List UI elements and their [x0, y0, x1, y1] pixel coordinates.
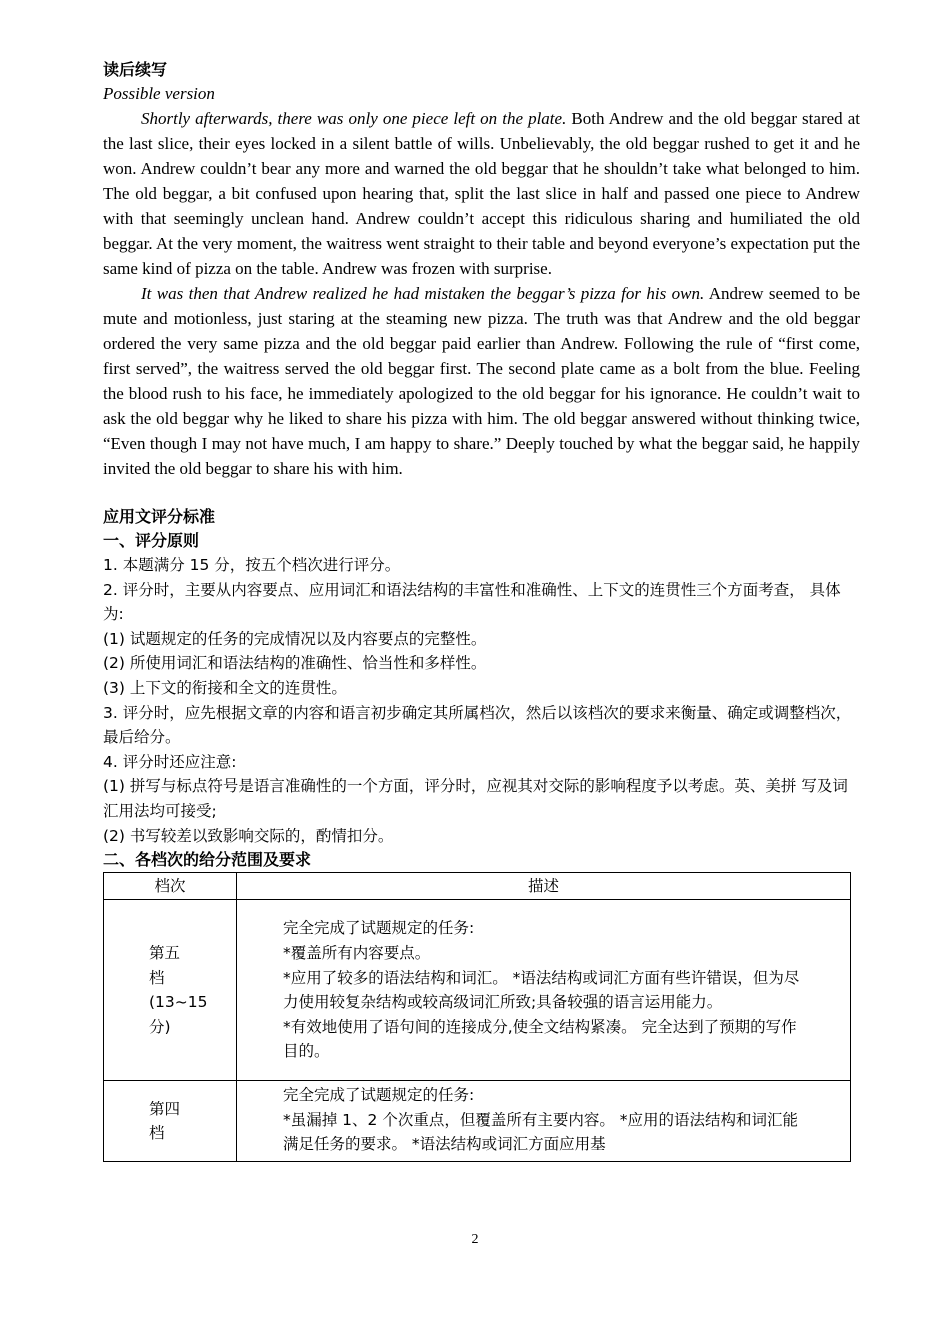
- header-level: 档次: [104, 873, 237, 900]
- table-header-row: [104, 873, 851, 900]
- level-label: 档: [149, 968, 165, 987]
- description-cell: [237, 1081, 851, 1162]
- description-line: 完全完成了试题规定的任务:: [283, 1086, 475, 1105]
- description-line: *应用了较多的语法结构和词汇。 *语法结构或词汇方面有些许错误，但为尽力使用较复杂结构或较高级词汇所致;具备较强的语言运用能力。: [283, 968, 800, 1012]
- header-description: 描述: [237, 873, 851, 900]
- criteria-item-4a: (1) 拼写与标点符号是语言准确性的一个方面，评分时，应视其对交际的影响程度予以考虑。英、美拼 写及词汇用法均可接受;: [103, 777, 848, 820]
- page-number: 2: [471, 1232, 479, 1247]
- criteria-item-1: 1. 本题满分 15 分，按五个档次进行评分。: [103, 556, 401, 574]
- level-label: (13~15: [149, 993, 208, 1012]
- criteria-item-3: 3. 评分时，应先根据文章的内容和语言初步确定其所属档次，然后以该档次的要求来衡量、确定或调整档次，最后给分。: [103, 703, 852, 747]
- level-label: 第四: [149, 1099, 181, 1118]
- description-cell: [237, 900, 851, 1081]
- description-line: *有效地使用了语句间的连接成分,使全文结构紧凑。 完全达到了预期的写作目的。: [283, 1017, 797, 1061]
- description-line: 完全完成了试题规定的任务:: [283, 919, 475, 938]
- table-row: [104, 900, 851, 1081]
- level-cell: [104, 1081, 237, 1162]
- grading-table: [103, 872, 851, 1162]
- criteria-item-4: 4. 评分时还应注意:: [103, 752, 237, 771]
- continuation-subtitle: Possible version: [103, 84, 215, 103]
- page-content: [103, 58, 860, 1162]
- criteria-title: 应用文评分标准: [103, 507, 216, 526]
- level-label: 档: [149, 1124, 165, 1143]
- description-line: *虽漏掉 1、2 个次重点，但覆盖所有主要内容。 *应用的语法结构和词汇能满足任务的要求。 *语法结构或词汇方面应用基: [283, 1110, 799, 1154]
- criteria-item-2: 2. 评分时，主要从内容要点、应用词汇和语法结构的丰富性和准确性、上下文的连贯性三个方面考查， 具体为:: [103, 580, 841, 624]
- level-cell: [104, 900, 237, 1081]
- criteria-item-2b: (2) 所使用词汇和语法结构的准确性、恰当性和多样性。: [103, 654, 487, 673]
- continuation-title: 读后续写: [103, 60, 168, 79]
- level-label: 分): [149, 1017, 171, 1036]
- paragraph-1-body: Both Andrew and the old beggar stared at the last slice, their eyes locked in a silent battle of wills. Unbelievably, the old beggar rushed to get it and he won. Andrew couldn’t bear any more and warned the old beggar that he shouldn’t take what belonged to him. The old beggar, a bit confused upon hearing that, split the last slice in half and passed one piece to Andrew with that seemingly unclean hand. Andrew couldn’t accept this ridiculous sharing and humiliated the old beggar. At the very moment, the waitress went straight to their table and beyond everyone’s expectation put the same kind of pizza on the table. Andrew was frozen with surprise.: [103, 109, 860, 278]
- table-row: [104, 1081, 851, 1162]
- paragraph-1-lead: Shortly afterwards, there was only one piece left on the plate.: [141, 109, 567, 128]
- criteria-item-2a: (1) 试题规定的任务的完成情况以及内容要点的完整性。: [103, 629, 487, 648]
- section-1-heading: 一、评分原则: [103, 531, 200, 550]
- paragraph-2: [103, 281, 860, 481]
- paragraph-2-lead: It was then that Andrew realized he had mistaken the beggar’s pizza for his own.: [141, 284, 705, 303]
- level-label: 第五: [149, 943, 181, 962]
- criteria-item-4b: (2) 书写较差以致影响交际的，酌情扣分。: [103, 826, 394, 845]
- paragraph-2-body: Andrew seemed to be mute and motionless, just staring at the steaming new pizza. The truth was that Andrew and the old beggar ordered the very same pizza and the old beggar paid earlier than Andrew. Following the rule of “first come, first served”, the waitress served the old beggar first. The second plate came as a bolt from the blue. Feeling the blood rush to his face, he immediately apologized to the old beggar for his ignorance. He couldn’t wait to ask the old beggar why he liked to share his pizza with him. The old beggar answered without thinking twice, “Even though I may not have much, I am happy to share.” Deeply touched by what the beggar said, he happily invited the old beggar to share his with him.: [103, 284, 860, 478]
- section-2-heading: 二、各档次的给分范围及要求: [103, 850, 312, 870]
- description-line: *覆盖所有内容要点。: [283, 943, 431, 962]
- paragraph-1: [103, 106, 860, 281]
- criteria-item-2c: (3) 上下文的衔接和全文的连贯性。: [103, 678, 347, 697]
